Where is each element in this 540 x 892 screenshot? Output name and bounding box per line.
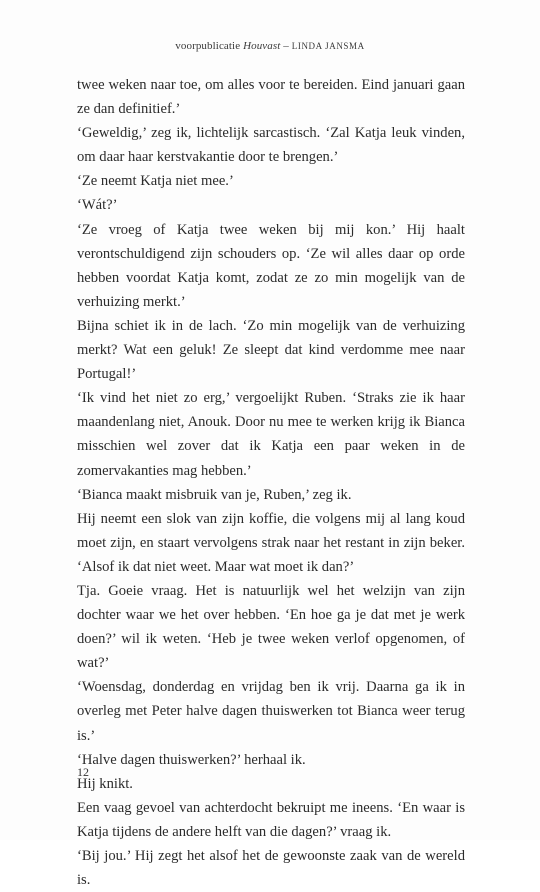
paragraph-1: twee weken naar toe, om alles voor te bereiden. Eind januari gaan ze dan definitief.’ (77, 77, 465, 118)
paragraph-11: ‘Woensdag, donderdag en vrijdag ben ik vrij. Daarna ga ik in overleg met Peter halve dagen thuiswerken tot Bianca weer terug is.’ (77, 679, 465, 744)
paragraph-15: ‘Bij jou.’ Hij zegt het alsof het de gewoonste zaak van de wereld is. (77, 848, 465, 889)
page-number: 12 (77, 765, 89, 779)
paragraph-14: Een vaag gevoel van achterdocht bekruipt me ineens. ‘En waar is Katja tijdens de andere helft van die dagen?’ vraag ik. (77, 799, 465, 840)
paragraph-13: Hij knikt. (77, 775, 133, 792)
paragraph-6: Bijna schiet ik in de lach. ‘Zo min mogelijk van de verhuizing merkt? Wat een geluk! Ze sleept dat kind verdomme mee naar Portugal!’ (77, 317, 465, 383)
header-author: LINDA JANSMA (291, 41, 365, 51)
body-text (77, 73, 465, 892)
paragraph-3: ‘Ze neemt Katja niet mee.’ (77, 173, 234, 190)
header-book-title: Houvast (243, 40, 281, 52)
paragraph-2: ‘Geweldig,’ zeg ik, lichtelijk sarcastisch. ‘Zal Katja leuk vinden, om daar haar kerstvakantie door te brengen.’ (77, 125, 465, 166)
paragraph-8: ‘Bianca maakt misbruik van je, Ruben,’ zeg ik. (77, 486, 352, 503)
paragraph-4: ‘Wát?’ (77, 197, 118, 214)
header-prefix: voorpublicatie (175, 40, 241, 52)
paragraph-12: ‘Halve dagen thuiswerken?’ herhaal ik. (77, 751, 306, 768)
paragraph-7: ‘Ik vind het niet zo erg,’ vergoelijkt Ruben. ‘Straks zie ik haar maandenlang niet, Anouk. Door nu mee te werken krijg ik Bianca misschien wel zover dat ik Katja een paar weken in de zomervakanties mag hebben.’ (77, 390, 465, 479)
header-separator: – (283, 40, 289, 52)
paragraph-5: ‘Ze vroeg of Katja twee weken bij mij kon.’ Hij haalt verontschuldigend zijn schouders op. ‘Ze wil alles daar op orde hebben voordat Katja komt, zodat ze zo min mogelijk van de verhuizing merkt.’ (77, 221, 465, 310)
paragraph-10: Tja. Goeie vraag. Het is natuurlijk wel het welzijn van zijn dochter waar we het over hebben. ‘En hoe ga je dat met je werk doen?’ wil ik weten. ‘Heb je twee weken verlof opgenomen, of wat?’ (77, 582, 465, 672)
paragraph-9: Hij neemt een slok van zijn koffie, die volgens mij al lang koud moet zijn, en staart vervolgens strak naar het restant in zijn beker. ‘Alsof ik dat niet weet. Maar wat moet ik dan?’ (77, 510, 465, 575)
running-header (0, 40, 540, 52)
